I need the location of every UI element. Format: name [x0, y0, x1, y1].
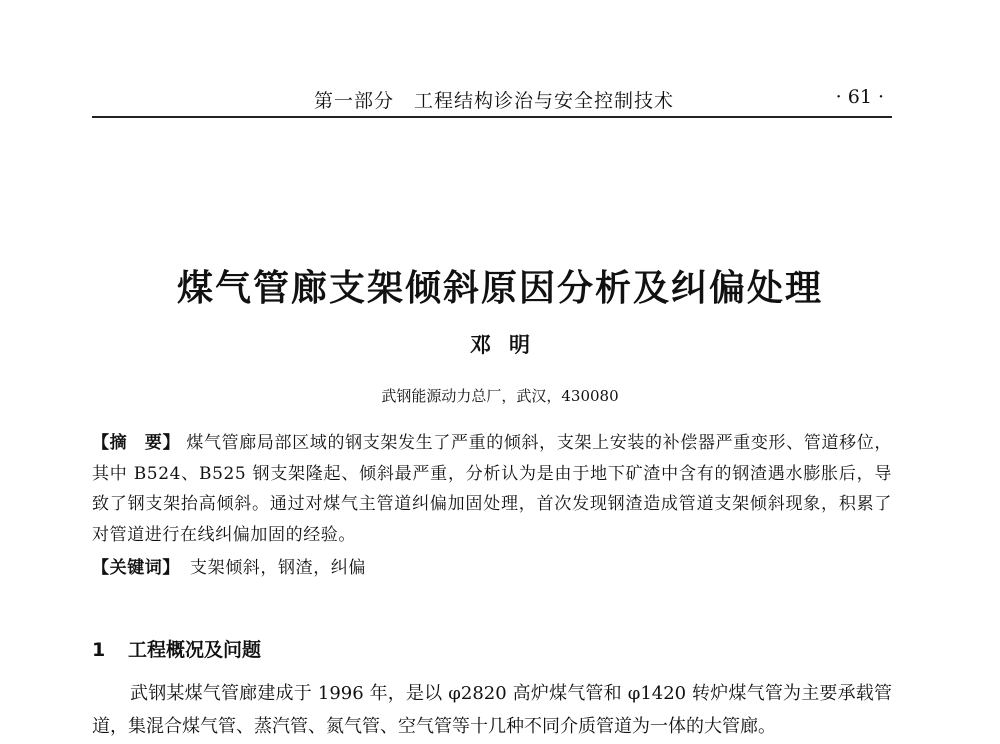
article-title: 煤气管廊支架倾斜原因分析及纠偏处理 [176, 267, 823, 309]
page-number: · 61 · [835, 86, 884, 108]
header-rule [92, 116, 892, 118]
section-number: 1 [92, 639, 106, 661]
running-header [92, 86, 892, 116]
keywords-label: 【关键词】 [92, 558, 180, 578]
abstract [92, 428, 892, 550]
keywords [92, 553, 892, 578]
abstract-text: 煤气管廊局部区域的钢支架发生了严重的倾斜，支架上安装的补偿器严重变形、管道移位，其中 B524、B525 钢支架隆起、倾斜最严重，分析认为是由于地下矿渣中含有的钢渣遇水膨胀后，导致了钢支架抬高倾斜。通过对煤气主管道纠偏加固处理，首次发现钢渣造成管道支架倾斜现象，积累了对管道进行在线纠偏加固的经验。 [92, 433, 893, 545]
section-paragraph: 武钢某煤气管廊建成于 1996 年，是以 φ2820 高炉煤气管和 φ1420 转炉煤气管为主要承载管道，集混合煤气管、蒸汽管、氮气管、空气管等十几种不同介质管道为一体的大管廊。 [92, 683, 892, 737]
author-name: 邓明 [470, 332, 548, 357]
section-heading [92, 635, 261, 662]
keywords-text: 支架倾斜，钢渣，纠偏 [190, 558, 366, 578]
running-title: 第一部分 工程结构诊治与安全控制技术 [314, 90, 675, 112]
abstract-label: 【摘 要】 [92, 433, 181, 453]
author-affiliation: 武钢能源动力总厂，武汉，430080 [381, 387, 619, 405]
section-title: 工程概况及问题 [128, 639, 262, 661]
